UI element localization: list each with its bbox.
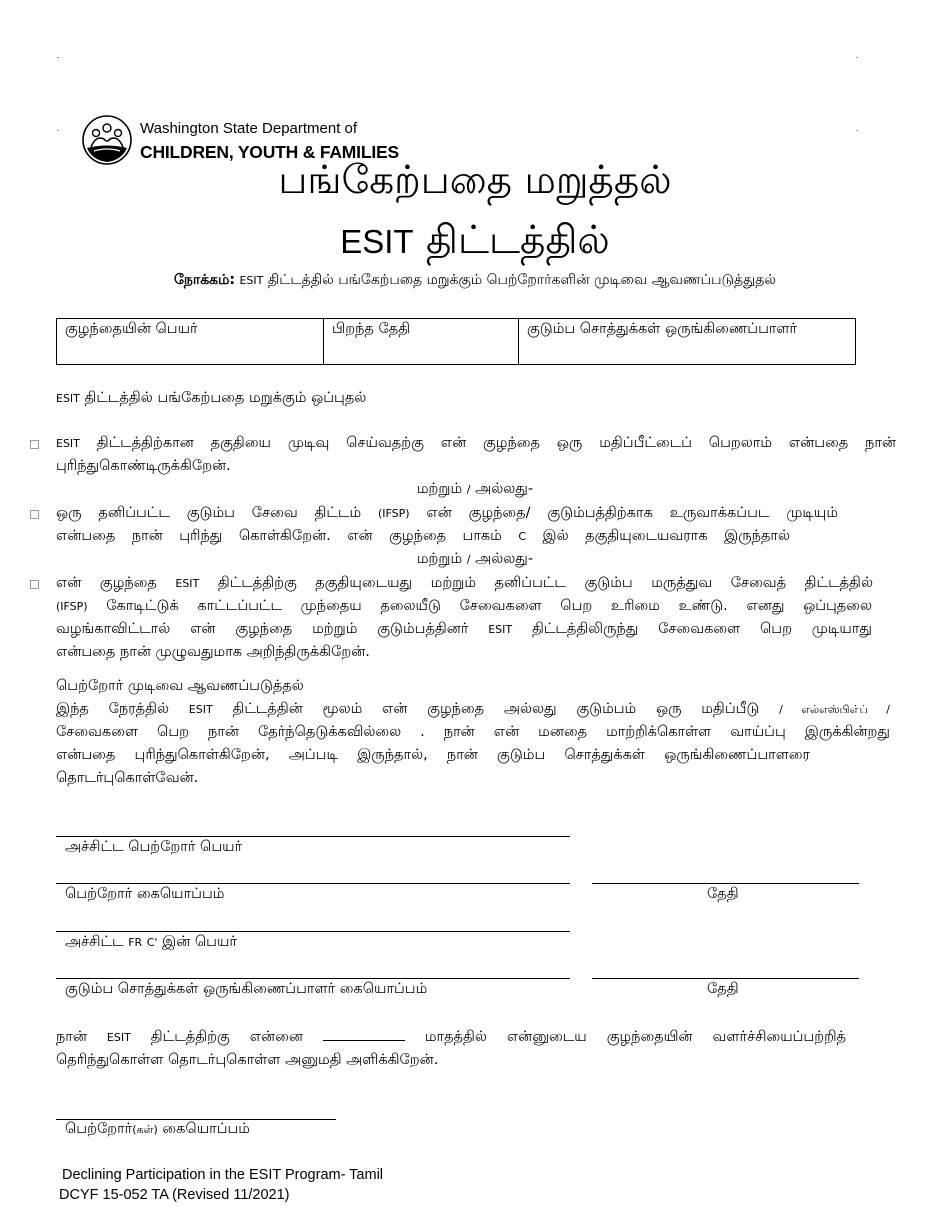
item3-line3-a: வழங்காவிட்டால் என் குழந்தை மற்றும் குடும்பத்தினர் [56, 621, 469, 637]
item3-line2-text: கோடிட்டுக் காட்டப்பட்ட முந்தைய தலையீடு சேவைகளை பெற உரிமை உண்டு. எனது ஒப்புதலை [106, 598, 873, 614]
item2-line1 [56, 502, 838, 525]
logo-department-text: Washington State Department of [140, 120, 358, 137]
and-or-separator-2 [0, 551, 950, 569]
item3-line3 [56, 618, 872, 641]
checkbox-item-1[interactable] [30, 440, 39, 449]
final-parent-signature-line[interactable] [56, 1119, 336, 1120]
and-or-separator-1 [0, 481, 950, 499]
item3-line2 [56, 595, 872, 618]
consent-heading-text: திட்டத்தில் பங்கேற்பதை மறுக்கும் ஒப்புதல் [84, 390, 367, 406]
logo-agency-text: CHILDREN, YOUTH & FAMILIES [140, 142, 399, 162]
child-info-table [56, 318, 856, 365]
checkbox-item-3[interactable] [30, 580, 39, 589]
coordinator-field[interactable] [519, 319, 856, 365]
or-text: அல்லது- [475, 551, 534, 567]
page-title-line2 [0, 218, 950, 268]
item1-line1 [56, 432, 896, 455]
checkbox-item-2[interactable] [30, 510, 39, 519]
item2-ifsp: (IFSP) [378, 507, 410, 520]
permission-section [56, 1026, 846, 1072]
birth-date-field[interactable] [324, 319, 519, 365]
permission-line1 [56, 1026, 846, 1049]
corner-mark [856, 57, 858, 58]
date2-label: தேதி [707, 981, 739, 997]
item3-line1 [56, 572, 873, 595]
date2-line[interactable] [592, 978, 859, 979]
permission-line1-c: மாதத்தில் என்னுடைய குழந்தையின் வளர்ச்சியைப்பற்றித் [424, 1029, 846, 1045]
month-blank-field[interactable] [323, 1040, 405, 1041]
decision-line1-c: / எல்எஸ்பிஎ்ப் / [779, 703, 891, 716]
item2-line2-b: இல் தகுதியுடையவராக இருந்தால் [542, 528, 791, 544]
item2-line2 [56, 525, 790, 548]
printed-fr-name-label [65, 934, 237, 952]
date1-line[interactable] [592, 883, 859, 884]
consent-heading [56, 390, 366, 408]
decision-line2: சேவைகளை பெற நான் தேர்ந்தெடுக்கவில்லை . நான் என் மனதை மாற்றிக்கொள்ள வாய்ப்பு இருக்கின்றது [56, 724, 890, 740]
footer-form-number: DCYF 15-052 TA (Revised 11/2021) [59, 1187, 290, 1203]
child-name-field[interactable] [57, 319, 324, 365]
item3-esit: ESIT [175, 577, 200, 590]
purpose-statement [0, 272, 950, 290]
item2-line1-a: ஒரு தனிப்பட்ட குடும்ப சேவை திட்டம் [56, 505, 362, 521]
printed-fr-a: அச்சிட்ட [65, 934, 124, 950]
consent-item-3 [56, 572, 873, 664]
permission-line1-b: திட்டத்திற்கு என்னை [150, 1029, 303, 1045]
decision-line4: தொடர்புகொள்வேன். [56, 770, 199, 786]
slash-text: / [466, 483, 471, 496]
title-esit: ESIT [340, 223, 414, 260]
final-sig-a: பெற்றோர் [65, 1121, 133, 1137]
birth-date-label: பிறந்த தேதி [332, 321, 411, 337]
printed-fr-c: C' [146, 936, 158, 949]
permission-line2: தெரிந்துகொள்ள தொடர்புகொள்ள அனுமதி அளிக்கிறேன். [56, 1052, 439, 1068]
corner-mark [856, 130, 858, 131]
item2-line2-a: என்பதை நான் புரிந்து கொள்கிறேன். என் குழந்தை பாகம் [56, 528, 502, 544]
item3-line1-a: என் குழந்தை [56, 575, 157, 591]
permission-esit: ESIT [106, 1031, 131, 1044]
item1-esit: ESIT [56, 437, 80, 450]
final-parent-signature-label [65, 1121, 250, 1139]
item3-esit-2: ESIT [488, 623, 513, 636]
item2-part-c: C [518, 530, 527, 543]
printed-parent-name-label: அச்சிட்ட பெற்றோர் பெயர் [65, 839, 243, 855]
item2-line1-b: என் குழந்தை/ குடும்பத்திற்காக உருவாக்கப்பட முடியும் [426, 505, 838, 521]
decision-esit: ESIT [188, 703, 213, 716]
item1-line2: புரிந்துகொண்டிருக்கிறேன். [56, 458, 231, 474]
decision-line1-b: திட்டத்தின் மூலம் என் குழந்தை அல்லது குடும்பம் ஒரு மதிப்பீடு [232, 701, 760, 717]
purpose-esit: ESIT [239, 274, 264, 287]
parent-signature-label: பெற்றோர் கையொப்பம் [65, 886, 225, 902]
coordinator-label: குடும்ப சொத்துக்கள் ஒருங்கிணைப்பாளர் [527, 321, 798, 337]
date1-label: தேதி [707, 886, 739, 902]
final-sig-c: கையொப்பம் [162, 1121, 250, 1137]
printed-fr-b: FR [128, 936, 143, 949]
printed-parent-name-line[interactable] [56, 836, 570, 837]
slash-text: / [466, 553, 471, 566]
consent-item-2 [56, 502, 838, 548]
item3-line4: என்பதை நான் முழுவதுமாக அறிந்திருக்கிறேன். [56, 644, 370, 660]
permission-line1-a: நான் [56, 1029, 87, 1045]
decision-heading: பெற்றோர் முடிவை ஆவணப்படுத்தல் [56, 678, 304, 694]
and-text: மற்றும் [416, 551, 463, 567]
footer-form-title: Declining Participation in the ESIT Program- Tamil [62, 1167, 384, 1183]
purpose-label: நோக்கம்: [173, 272, 235, 288]
parent-signature-line[interactable] [56, 883, 570, 884]
item3-line3-b: திட்டத்திலிருந்து சேவைகளை பெற முடியாது [531, 621, 872, 637]
printed-fr-name-line[interactable] [56, 931, 570, 932]
decision-section [56, 675, 890, 790]
page-title-line1: பங்கேற்பதை மறுத்தல் [278, 158, 672, 203]
item1-line1-text: திட்டத்திற்கான தகுதியை முடிவு செய்வதற்கு என் குழந்தை ஒரு மதிப்பீட்டைப் பெறலாம் என்பதை நான் [96, 435, 896, 451]
item3-line1-b: திட்டத்திற்கு தகுதியுடையது மற்றும் தனிப்பட்ட குடும்ப மருத்துவ சேவைத் திட்டத்தில் [217, 575, 873, 591]
purpose-text: திட்டத்தில் பங்கேற்பதை மறுக்கும் பெற்றோர்களின் முடிவை ஆவணப்படுத்துதல் [267, 272, 777, 288]
printed-fr-d: இன் பெயர் [162, 934, 237, 950]
decision-line1-a: இந்த நேரத்தில் [56, 701, 170, 717]
coordinator-signature-label: குடும்ப சொத்துக்கள் ஒருங்கிணைப்பாளர் கையொப்பம் [65, 981, 428, 997]
corner-mark [57, 130, 59, 131]
coordinator-signature-line[interactable] [56, 978, 570, 979]
and-text: மற்றும் [416, 481, 463, 497]
decision-line3: என்பதை புரிந்துகொள்கிறேன், அப்படி இருந்தால், நான் குடும்ப சொத்துக்கள் ஒருங்கிணைப்பாளரை [56, 747, 810, 763]
item3-ifsp: (IFSP) [56, 600, 88, 613]
consent-item-1 [56, 432, 896, 478]
child-name-label: குழந்தையின் பெயர் [65, 321, 198, 337]
consent-heading-esit: ESIT [56, 392, 80, 405]
final-sig-b: (கள்) [132, 1123, 158, 1136]
corner-mark [57, 57, 59, 58]
decision-line1 [56, 698, 890, 721]
or-text: அல்லது- [475, 481, 534, 497]
title-program: திட்டத்தில் [426, 218, 610, 263]
